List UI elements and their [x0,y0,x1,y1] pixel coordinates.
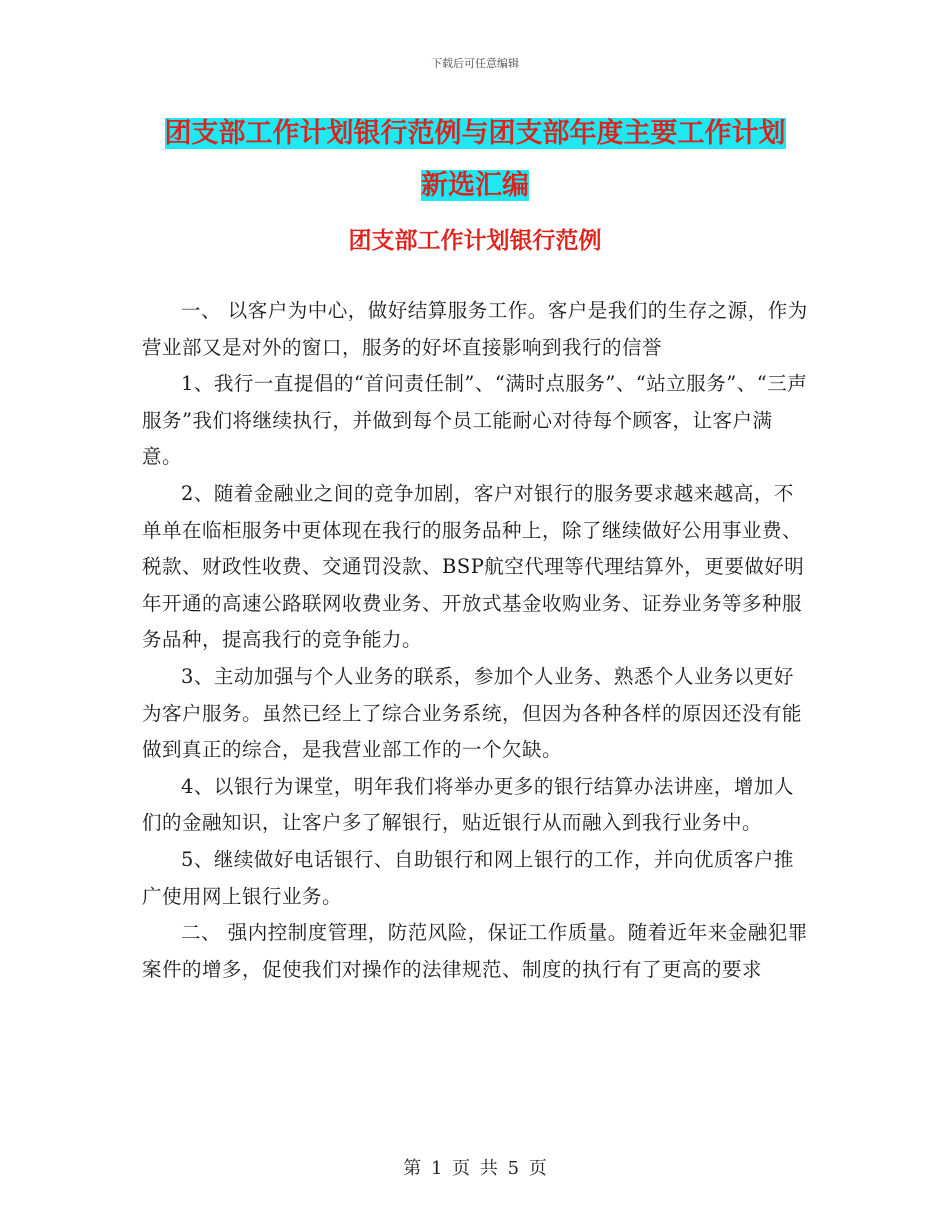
paragraph: 4、以银行为课堂，明年我们将举办更多的银行结算办法讲座，增加人们的金融知识，让客户多了解银行，贴近银行从而融入到我行业务中。 [142,774,794,835]
section-title: 团支部工作计划银行范例 [348,228,602,254]
paragraph: 5、继续做好电话银行、自助银行和网上银行的工作，并向优质客户推广使用网上银行业务。 [142,847,794,908]
document-title-line-2: 新选汇编 [421,170,529,201]
paragraph: 3、主动加强与个人业务的联系，参加个人业务、熟悉个人业务以更好为客户服务。虽然已经上了综合业务系统，但因为各种各样的原因还没有能做到真正的综合，是我营业部工作的一个欠缺。 [142,664,803,762]
paragraph: 1、我行一直提倡的“首问责任制”、“满时点服务”、“站立服务”、“三声服务”我们将继续执行，并做到每个员工能耐心对待每个顾客，让客户满意。 [142,372,808,469]
paragraph: 2、随着金融业之间的竞争加剧，客户对银行的服务要求越来越高，不单单在临柜服务中更体现在我行的服务品种上，除了继续做好公用事业费、税款、财政性收费、交通罚没款、BSP航空代理等代理结算外，更要做好明年开通的高速公路联网收费业务、开放式基金收购业务、证券业务等多种服务品种，提高我行的竞争能力。 [142,481,805,652]
page-footer: 第 1 页 共 5 页 [403,1158,547,1179]
document-title-line-1: 团支部工作计划银行范例与团支部年度主要工作计划 [164,118,786,149]
document-body [142,293,810,988]
document-title [0,108,950,212]
paragraph: 一、 以客户为中心，做好结算服务工作。客户是我们的生存之源，作为营业部又是对外的窗口，服务的好坏直接影响到我行的信誉 [142,299,808,359]
paragraph: 二、 强内控制度管理，防范风险，保证工作质量。随着近年来金融犯罪案件的增多，促使我们对操作的法律规范、制度的执行有了更高的要求 [142,921,808,981]
header-note: 下载后可任意编辑 [431,57,519,70]
